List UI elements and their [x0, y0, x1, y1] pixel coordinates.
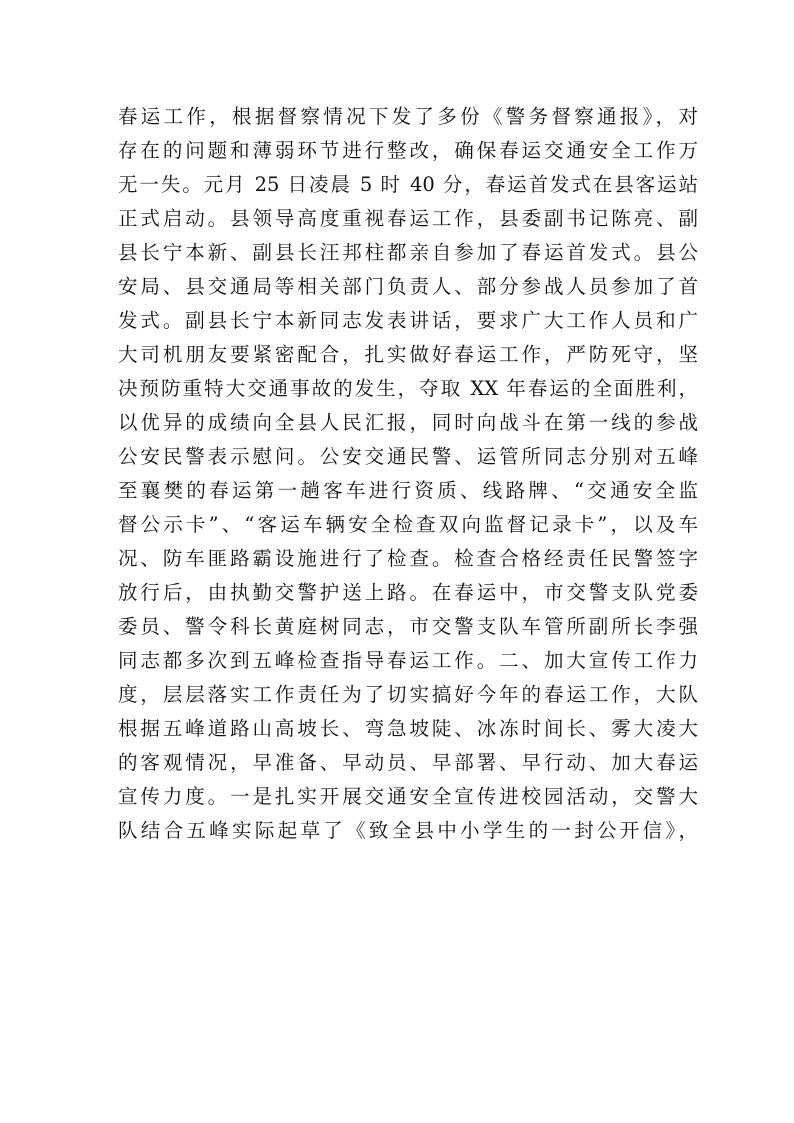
text-line: 决预防重特大交通事故的发生，夺取 XX 年春运的全面胜利，: [118, 377, 698, 400]
text-line: 存在的问题和薄弱环节进行整改，确保春运交通安全工作万: [118, 139, 698, 162]
text-line: 无一失。元月 25 日凌晨 5 时 40 分，春运首发式在县客运站: [118, 173, 698, 196]
text-line: 公安民警表示慰问。公安交通民警、运管所同志分别对五峰: [118, 445, 698, 468]
text-line: 宣传力度。一是扎实开展交通安全宣传进校园活动，交警大: [118, 785, 698, 808]
text-line: 大司机朋友要紧密配合，扎实做好春运工作，严防死守，坚: [118, 343, 698, 366]
body-text: [118, 100, 698, 848]
text-line: 正式启动。县领导高度重视春运工作，县委副书记陈亮、副: [118, 207, 698, 230]
text-line: 况、防车匪路霸设施进行了检查。检查合格经责任民警签字: [118, 547, 698, 570]
text-line: 县长宁本新、副县长汪邦柱都亲自参加了春运首发式。县公: [118, 241, 698, 264]
text-line: 督公示卡”、“客运车辆安全检查双向监督记录卡”，以及车: [118, 513, 698, 536]
text-line: 春运工作，根据督察情况下发了多份《警务督察通报》，对: [118, 105, 698, 128]
text-line: 委员、警令科长黄庭树同志，市交警支队车管所副所长李强: [118, 615, 698, 638]
text-line: 队结合五峰实际起草了《致全县中小学生的一封公开信》，: [118, 819, 698, 842]
text-line: 根据五峰道路山高坡长、弯急坡陡、冰冻时间长、雾大凌大: [118, 717, 698, 740]
text-line: 同志都多次到五峰检查指导春运工作。二、加大宣传工作力: [118, 649, 698, 672]
text-line: 发式。副县长宁本新同志发表讲话，要求广大工作人员和广: [118, 309, 698, 332]
text-line: 至襄樊的春运第一趟客车进行资质、线路牌、“交通安全监: [118, 479, 698, 502]
text-line: 度，层层落实工作责任为了切实搞好今年的春运工作，大队: [118, 683, 698, 706]
text-line: 安局、县交通局等相关部门负责人、部分参战人员参加了首: [118, 275, 698, 298]
text-line: 以优异的成绩向全县人民汇报，同时向战斗在第一线的参战: [118, 411, 698, 434]
text-line: 放行后，由执勤交警护送上路。在春运中，市交警支队党委: [118, 581, 698, 604]
text-line: 的客观情况，早准备、早动员、早部署、早行动、加大春运: [118, 751, 698, 774]
